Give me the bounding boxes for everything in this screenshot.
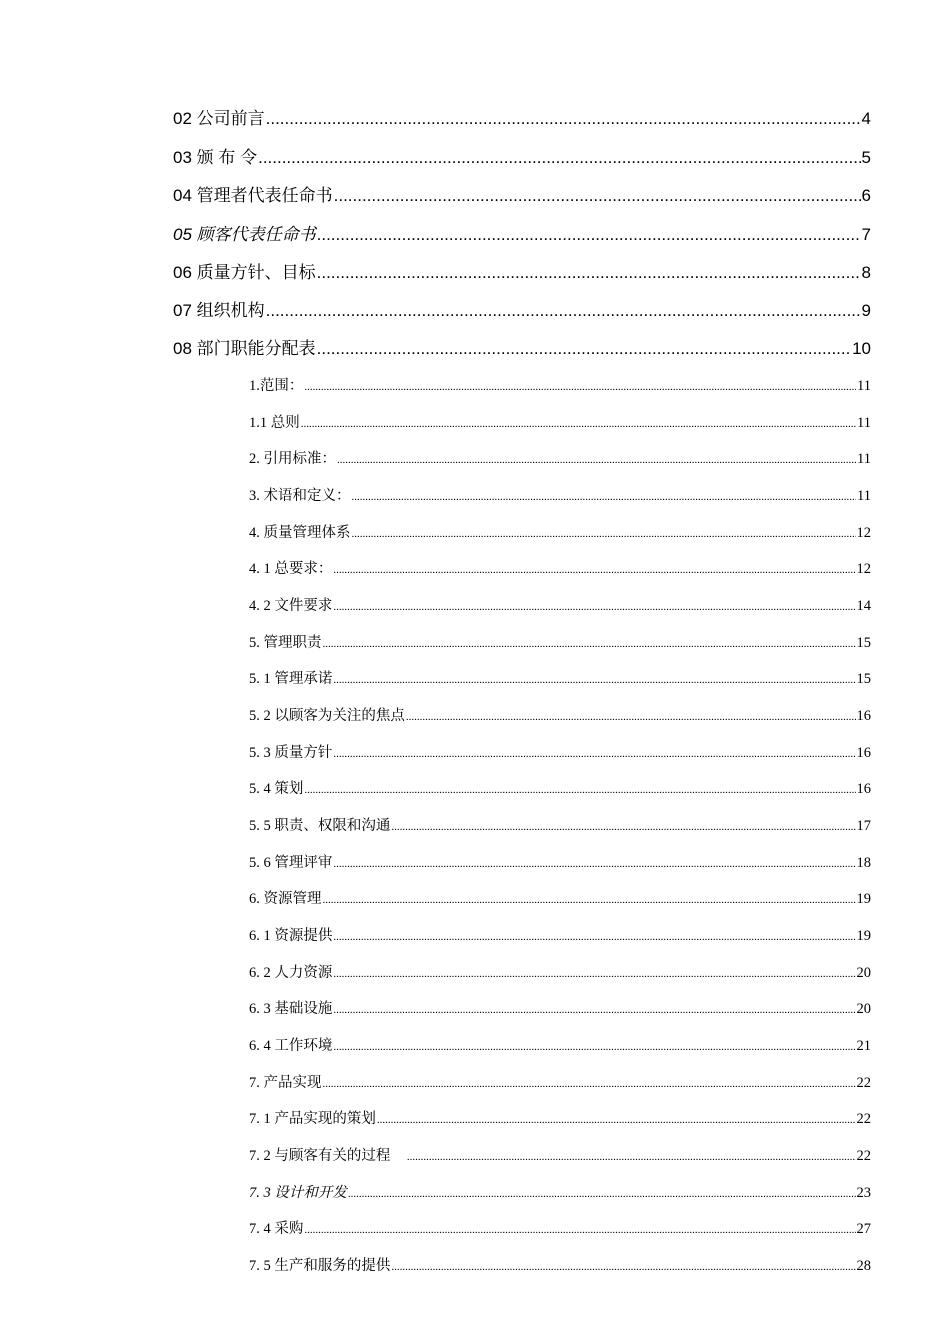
toc-subentry[interactable]	[249, 557, 871, 578]
toc-entry-page: 14	[856, 598, 871, 614]
toc-leader-dots	[317, 339, 851, 359]
toc-subentry[interactable]	[249, 704, 871, 725]
toc-leader-dots	[333, 745, 855, 762]
toc-entry-title: 5. 1 管理承诺	[249, 671, 333, 687]
toc-entry[interactable]	[173, 181, 871, 206]
toc-entry-title: 4. 质量管理体系	[249, 525, 351, 541]
toc-entry-page: 9	[861, 301, 871, 320]
toc-leader-dots	[406, 708, 856, 725]
toc-entry-title: 6. 4 工作环境	[249, 1038, 333, 1054]
toc-entry-page: 20	[856, 1001, 871, 1017]
toc-leader-dots	[333, 671, 855, 688]
toc-entry-page: 16	[856, 708, 871, 724]
toc-entry-page: 11	[857, 378, 871, 394]
toc-entry[interactable]	[173, 104, 871, 129]
toc-entry-title: 7. 产品实现	[249, 1075, 322, 1091]
toc-leader-dots	[352, 525, 856, 542]
toc-leader-dots	[334, 186, 861, 206]
toc-entry-title: 6. 资源管理	[249, 891, 322, 907]
toc-leader-dots	[352, 488, 857, 505]
toc-leader-dots	[407, 1148, 856, 1165]
toc-leader-dots	[301, 415, 856, 432]
toc-subentry[interactable]	[249, 1181, 871, 1202]
toc-entry[interactable]	[173, 220, 871, 245]
toc-entry-page: 18	[856, 855, 871, 871]
toc-entry-page: 11	[857, 415, 871, 431]
toc-leader-dots	[333, 855, 855, 872]
toc-entry-page: 7	[861, 225, 871, 244]
toc-entry-title: 4. 2 文件要求	[249, 598, 333, 614]
toc-entry-title: 1.范围：	[249, 378, 304, 394]
toc-entry-title: 4. 1 总要求：	[249, 561, 333, 577]
toc-entry-page: 8	[861, 263, 871, 282]
toc-entry-page: 4	[861, 109, 871, 128]
toc-entry-title: 3. 术语和定义：	[249, 488, 351, 504]
toc-subentry[interactable]	[249, 1034, 871, 1055]
toc-subentry[interactable]	[249, 924, 871, 945]
toc-entry-page: 11	[857, 451, 871, 467]
toc-entry-page: 22	[856, 1111, 871, 1127]
toc-entry[interactable]	[173, 334, 871, 359]
toc-leader-dots	[348, 1185, 856, 1202]
toc-leader-dots	[391, 818, 855, 835]
toc-entry-title: 7. 5 生产和服务的提供	[249, 1258, 391, 1274]
toc-subentry[interactable]	[249, 411, 871, 432]
toc-entry-title: 7. 1 产品实现的策划	[249, 1111, 376, 1127]
toc-leader-dots	[266, 301, 861, 321]
toc-entry[interactable]	[173, 258, 871, 283]
toc-entry-title: 5. 5 职责、权限和沟通	[249, 818, 391, 834]
toc-entry-page: 21	[856, 1038, 871, 1054]
toc-entry-title: 5. 6 管理评审	[249, 855, 333, 871]
toc-entry[interactable]	[173, 296, 871, 321]
toc-entry-page: 10	[852, 339, 871, 358]
toc-entry-page: 20	[856, 965, 871, 981]
toc-leader-dots	[333, 1001, 855, 1018]
toc-entry-title: 6. 2 人力资源	[249, 965, 333, 981]
toc-entry-title: 7. 2 与顾客有关的过程	[249, 1148, 391, 1164]
toc-subentry[interactable]	[249, 484, 871, 505]
toc-entry-page: 19	[856, 891, 871, 907]
toc-entry-page: 16	[856, 781, 871, 797]
toc-subentry[interactable]	[249, 814, 871, 835]
toc-leader-dots	[266, 109, 861, 129]
toc-entry-title: 07 组织机构	[173, 301, 265, 320]
toc-entry-page: 6	[861, 186, 871, 205]
toc-leader-dots	[317, 225, 861, 245]
toc-leader-dots	[304, 1221, 855, 1238]
toc-entry-title: 7. 4 采购	[249, 1221, 304, 1237]
toc-entry-title: 03 颁 布 令	[173, 148, 258, 167]
toc-leader-dots	[333, 561, 855, 578]
toc-entry-page: 22	[856, 1075, 871, 1091]
toc-leader-dots	[333, 928, 855, 945]
toc-leader-dots	[377, 1111, 856, 1128]
toc-leader-dots	[333, 965, 855, 982]
toc-entry-title: 1.1 总则	[249, 415, 300, 431]
toc-entry-title: 2. 引用标准：	[249, 451, 336, 467]
toc-leader-dots	[304, 378, 856, 395]
toc-entry-page: 5	[861, 148, 871, 167]
toc-entry-page: 17	[856, 818, 871, 834]
toc-subentry[interactable]	[249, 447, 871, 468]
toc-subentry[interactable]	[249, 1217, 871, 1238]
toc-subentry[interactable]	[249, 1254, 871, 1275]
toc-entry-title: 5. 管理职责	[249, 635, 322, 651]
toc-entry-title: 6. 3 基础设施	[249, 1001, 333, 1017]
toc-leader-dots	[323, 891, 856, 908]
toc-entry-title: 5. 3 质量方针	[249, 745, 333, 761]
toc-subentry[interactable]	[249, 374, 871, 395]
toc-leader-dots	[391, 1258, 855, 1275]
toc-subentry[interactable]	[249, 741, 871, 762]
toc-entry-page: 19	[856, 928, 871, 944]
toc-subentry[interactable]	[249, 1144, 871, 1165]
toc-entry-page: 11	[857, 488, 871, 504]
toc-subentry[interactable]	[249, 1071, 871, 1092]
toc-leader-dots	[333, 1038, 855, 1055]
toc-entry-page: 28	[856, 1258, 871, 1274]
toc-subentry[interactable]	[249, 1107, 871, 1128]
toc-entry-page: 23	[856, 1185, 871, 1201]
toc-leader-dots	[258, 148, 860, 168]
toc-entry-page: 22	[856, 1148, 871, 1164]
toc-subentry[interactable]	[249, 887, 871, 908]
toc-entry-title: 6. 1 资源提供	[249, 928, 333, 944]
toc-subentry[interactable]	[249, 521, 871, 542]
toc-leader-dots	[317, 263, 861, 283]
toc-entry-page: 12	[856, 525, 871, 541]
toc-entry-page: 12	[856, 561, 871, 577]
toc-subentry[interactable]	[249, 961, 871, 982]
toc-subentry[interactable]	[249, 851, 871, 872]
toc-entry-title: 04 管理者代表任命书	[173, 186, 333, 205]
toc-subentry[interactable]	[249, 777, 871, 798]
toc-entry-title: 7. 3 设计和开发	[249, 1185, 347, 1201]
toc-entry-title: 08 部门职能分配表	[173, 339, 316, 358]
toc-leader-dots	[337, 451, 856, 468]
toc-entry-title: 05 顾客代表任命书	[173, 225, 316, 244]
toc-subentry[interactable]	[249, 631, 871, 652]
toc-entry-title: 02 公司前言	[173, 109, 265, 128]
toc-entry-page: 15	[856, 671, 871, 687]
toc-entry[interactable]	[173, 143, 871, 168]
toc-entry-page: 27	[856, 1221, 871, 1237]
toc-leader-dots	[304, 781, 855, 798]
toc-subentry[interactable]	[249, 667, 871, 688]
toc-entry-page: 16	[856, 745, 871, 761]
toc-subentry[interactable]	[249, 594, 871, 615]
toc-entry-page: 15	[856, 635, 871, 651]
toc-leader-dots	[323, 635, 856, 652]
toc-entry-title: 5. 2 以顾客为关注的焦点	[249, 708, 405, 724]
toc-entry-title: 5. 4 策划	[249, 781, 304, 797]
toc-leader-dots	[323, 1075, 856, 1092]
toc-leader-dots	[333, 598, 855, 615]
toc-subentry[interactable]	[249, 997, 871, 1018]
toc-entry-title: 06 质量方针、目标	[173, 263, 316, 282]
